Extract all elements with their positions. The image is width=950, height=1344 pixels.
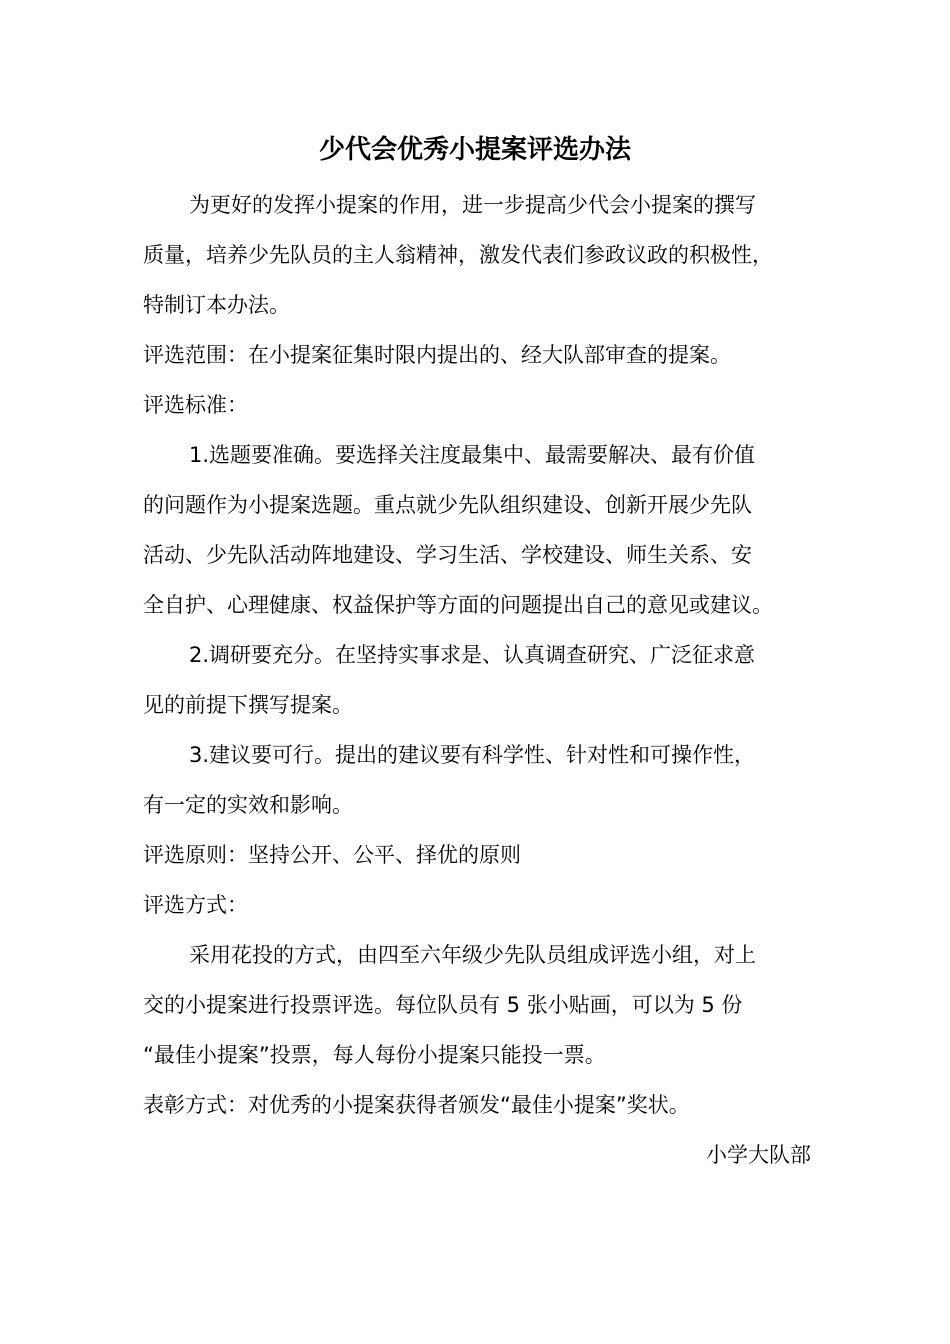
document-body: [143, 180, 811, 1180]
method-paragraph-line: 采用花投的方式，由四至六年级少先队员组成评选小组，对上: [189, 943, 756, 967]
paragraph-line: 为更好的发挥小提案的作用，进一步提高少代会小提案的撰写: [189, 193, 756, 217]
criteria-item-2-line: 2.调研要充分。在坚持实事求是、认真调查研究、广泛征求意: [189, 643, 756, 667]
paragraph-line: 的问题作为小提案选题。重点就少先队组织建设、创新开展少先队: [143, 493, 752, 517]
section-principle-line: 评选原则：坚持公开、公平、择优的原则: [143, 843, 521, 867]
criteria-item-1-line: 1.选题要准确。要选择关注度最集中、最需要解决、最有价值: [189, 443, 756, 467]
document-title: 少代会优秀小提案评选办法: [318, 135, 631, 165]
section-method-heading: 评选方式：: [143, 893, 248, 917]
paragraph-line: 全自护、心理健康、权益保护等方面的问题提出自己的意见或建议。: [143, 593, 773, 617]
paragraph-line: 活动、少先队活动阵地建设、学习生活、学校建设、师生关系、安: [143, 543, 752, 567]
paragraph-line: 交的小提案进行投票评选。每位队员有 5 张小贴画，可以为 5 份: [143, 993, 743, 1017]
paragraph-line: “最佳小提案”投票，每人每份小提案只能投一票。: [143, 1043, 606, 1067]
section-criteria-heading: 评选标准：: [143, 393, 248, 417]
paragraph-line: 有一定的实效和影响。: [143, 793, 353, 817]
paragraph-line: 见的前提下撰写提案。: [143, 693, 353, 717]
section-award-line: 表彰方式：对优秀的小提案获得者颁发“最佳小提案”奖状。: [143, 1093, 690, 1117]
paragraph-line: 质量，培养少先队员的主人翁精神，激发代表们参政议政的积极性，: [143, 243, 773, 267]
signature: 小学大队部: [706, 1143, 811, 1167]
paragraph-line: 特制订本办法。: [143, 293, 290, 317]
section-scope-line: 评选范围：在小提案征集时限内提出的、经大队部审查的提案。: [143, 343, 731, 367]
criteria-item-3-line: 3.建议要可行。提出的建议要有科学性、针对性和可操作性，: [189, 743, 756, 767]
